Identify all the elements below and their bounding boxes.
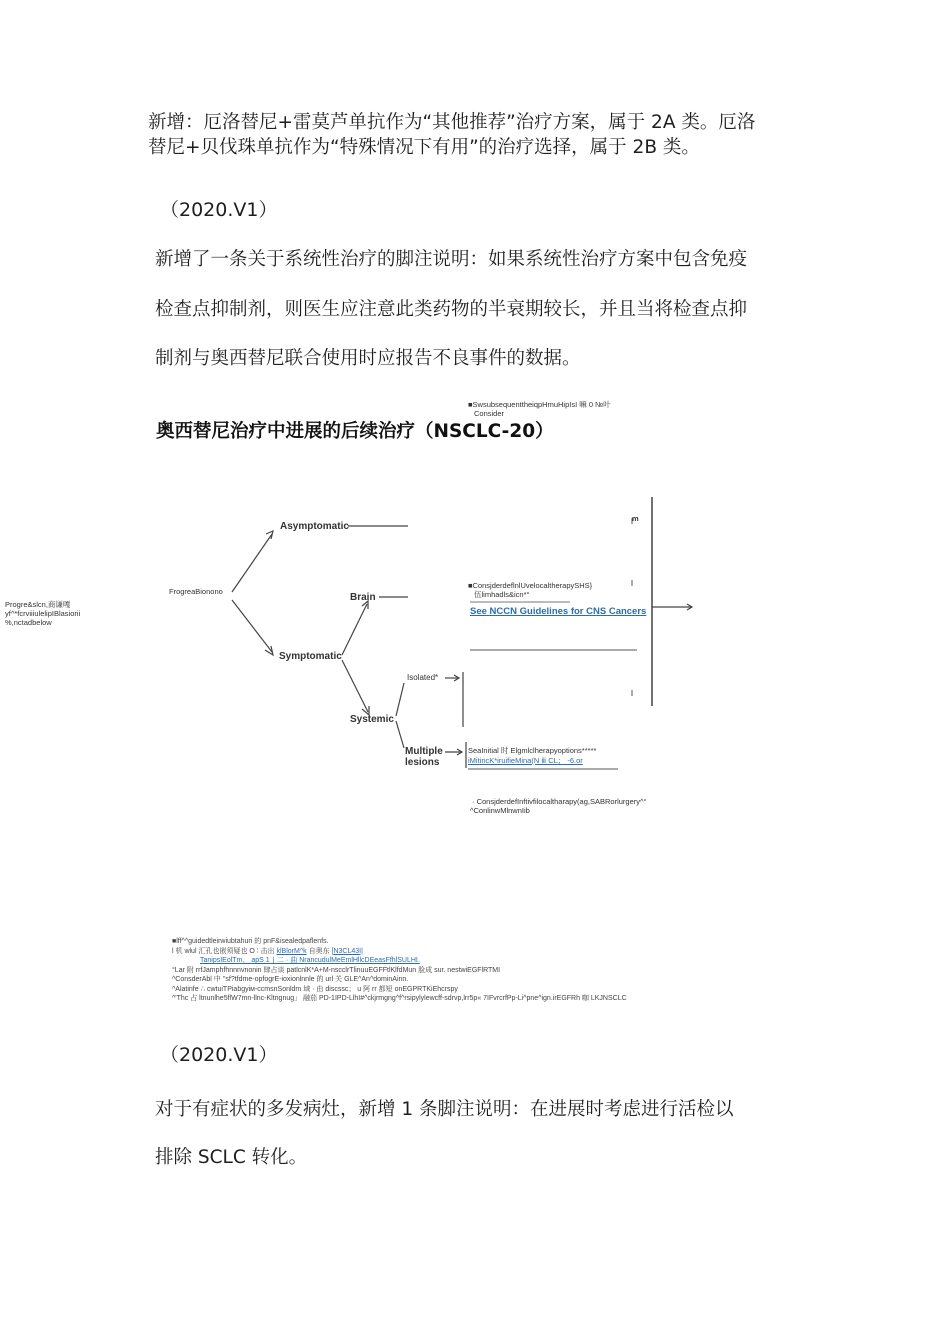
footnote-1: ■lff^^guidedtleirwiubtahuri 的 pnF&isealedpaflenfs. bbox=[172, 938, 329, 945]
node-systemic: Systemic bbox=[350, 714, 394, 725]
para2-line-1: 对于有症状的多发病灶，新增 1 条脚注说明：在进展时考虑进行活检以 bbox=[155, 1099, 734, 1120]
multi-text-1: SeaInitial 时 Elgmlclherapyoptions***** bbox=[468, 746, 597, 755]
footnote-7: ^'Thc 占 ltnunlhe5flW7mn-llnc-Kltngnug」 融茄 PD-1IPD-LlhI#^ckjrmgng^f^rsipylylewcff-sdrvp,lrr5p« 7IFvrcrfPp-Li^pne^ign.irEGFRh 咖 LKJNSCLC bbox=[172, 995, 627, 1002]
footnote-2-text: l 机 wlul 汇孔也嵌须疑也 O ∶ 击出 bbox=[172, 947, 277, 955]
intro-line-2: 替尼+贝伐珠单抗作为“特殊情况下有用”的治疗选择，属于 2B 类。 bbox=[148, 137, 700, 158]
right-mark: m bbox=[632, 514, 639, 523]
brain-text-1: ■ConsjderdeflnlUvelocaltherapySHS} bbox=[468, 581, 593, 590]
node-lesions: lesions bbox=[405, 757, 440, 768]
node-asymptomatic: Asymptomatic bbox=[280, 521, 349, 532]
intro-line-1: 新增：厄洛替尼+雷莫芦单抗作为“其他推荐”治疗方案，属于 2A 类。厄洛 bbox=[148, 112, 756, 133]
para1-line-2: 检查点抑制剂，则医生应注意此类药物的半衰期较长，并且当将检查点抑 bbox=[155, 299, 748, 320]
footnote-2-link-b[interactable]: [N3CL43I| bbox=[331, 947, 363, 955]
brain-text-2: 伍limhadls&icn*° bbox=[474, 590, 530, 599]
footnote-2-mid: 自奥东 bbox=[306, 947, 332, 955]
footnote-6: ^Alatinfe ∴ cwtuiTPiabgyiм-ccmsnSonldm 域 · 由 discssc； u 阿 rr 都短 onEGPRTKiEhcrspy bbox=[172, 985, 458, 993]
para1-line-1: 新增了一条关于系统性治疗的脚注说明：如果系统性治疗方案中包含免疫 bbox=[155, 249, 748, 270]
multi-link[interactable]: iMitincK*iruifieMina(N ⅲ CL； -6.or bbox=[468, 756, 583, 765]
version-tag-2: （2020.V1） bbox=[160, 1044, 278, 1066]
bottom-text-2: ^ConlinwMlnwnIib bbox=[470, 806, 530, 815]
node-brain: Brain bbox=[350, 592, 376, 603]
version-tag-1: （2020.V1） bbox=[160, 199, 278, 221]
footnote-4: °Lar 附 rrfJamphfhnnnvnonin 肆占谈 patlcnlK*A+M-nscclrTlinuuEGFFtlKlfdMun 脸成 sur. nestwiEGFlRTMI bbox=[172, 966, 501, 974]
left-label-2: yf^*fcrviiiulelipIBlasiorii bbox=[5, 609, 81, 618]
left-label-1: Progre&slcn,商谦嘎 bbox=[5, 600, 71, 609]
node-isolated: Isolated* bbox=[407, 673, 439, 682]
diagram-footnotes bbox=[172, 937, 627, 1004]
left-label-3: %,nctadbelow bbox=[5, 618, 52, 627]
diagram-top-note: ■SwsubsequenttheiqpHmuHipIsI 嘛 0 №叶 bbox=[468, 400, 611, 409]
footnote-2-link-a[interactable]: klBlorM^k bbox=[276, 947, 307, 955]
para1-line-3: 制剂与奥西替尼联合使用时应报告不良事件的数据。 bbox=[155, 348, 581, 369]
para2-line-2: 排除 SCLC 转化。 bbox=[155, 1147, 308, 1168]
node-multiple: Multiple bbox=[405, 746, 443, 757]
node-symptomatic: Symptomatic bbox=[279, 651, 342, 662]
footnote-2 bbox=[172, 947, 627, 957]
diagram-top-note-consider: Consider bbox=[474, 409, 505, 418]
section-title: 奥西替尼治疗中进展的后续治疗（NSCLC-20） bbox=[156, 421, 554, 442]
bottom-text-1: · ConsjderdefInftivfilocaltharapy(ag,SABRorlurgery^° bbox=[472, 797, 647, 806]
footnote-3[interactable]: TanipsIEolTm、 apS 1 ∣ 二 · 曲 NrancudulMeEmlHllcDEeasFfhlSULHI. bbox=[200, 957, 420, 964]
footnote-5: ^ConsderAbl 中 ''sf?tfdme-opfogrE-ioxionlnnle 的 url 关 GLE^An^dominAinn. bbox=[172, 976, 409, 983]
cns-guidelines-link[interactable]: See NCCN Guidelines for CNS Cancers bbox=[470, 606, 647, 617]
progression-label: FrogreaBionono bbox=[169, 587, 223, 596]
